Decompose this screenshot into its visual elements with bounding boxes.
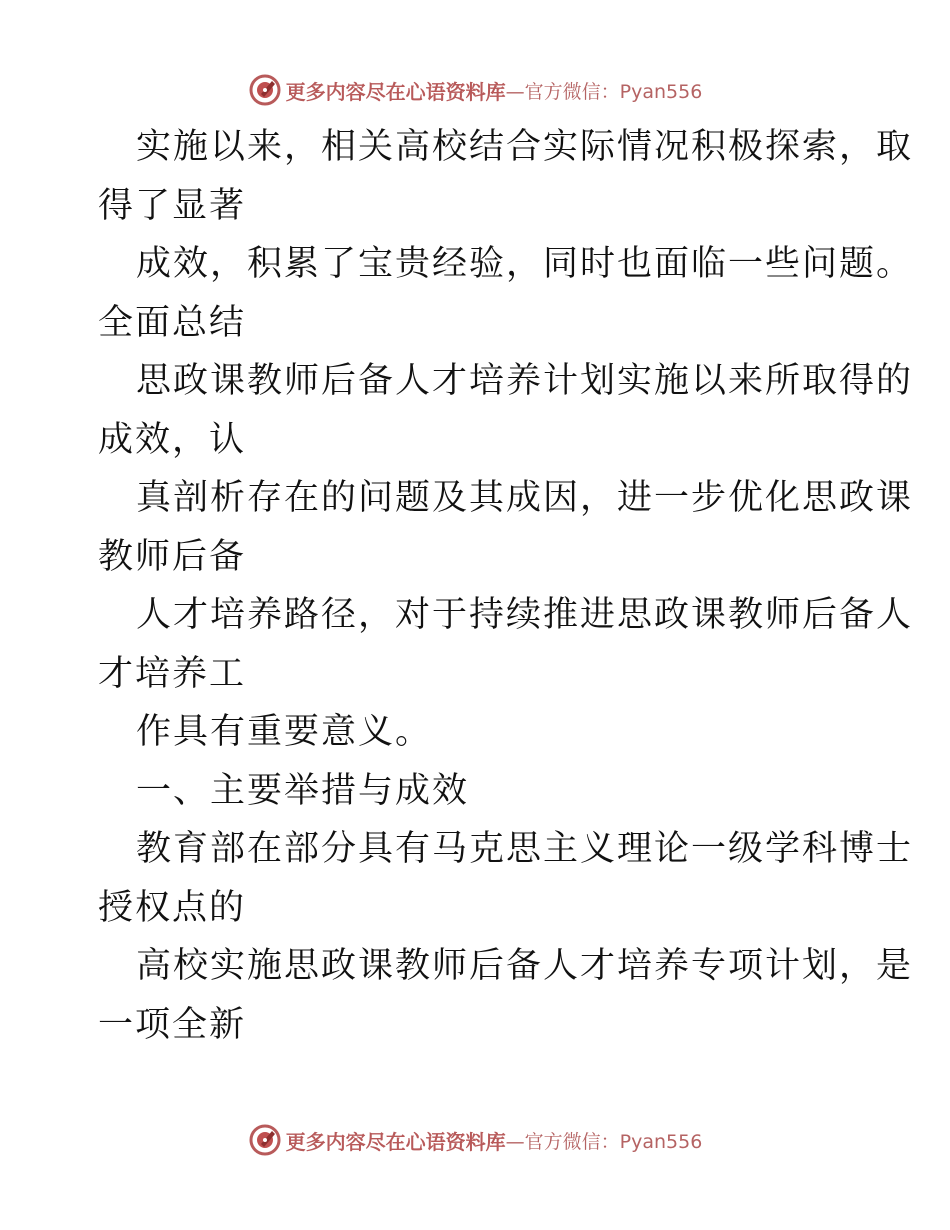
text-line: 一项全新: [98, 1004, 247, 1045]
text-line: 作具有重要意义。: [136, 712, 433, 752]
section-heading: 一、主要举措与成效: [136, 770, 470, 811]
text-line: 得了显著: [98, 185, 247, 226]
header-banner: [0, 70, 950, 110]
text-line: 人才培养路径，对于持续推进思政课教师后备人: [136, 595, 914, 635]
banner-title: 更多内容尽在心语资料库: [285, 1129, 506, 1154]
text-line: 真剖析存在的问题及其成因，进一步优化思政课: [136, 478, 914, 518]
banner-subtitle: —官方微信：Pyan556: [505, 1130, 703, 1153]
text-line: 实施以来，相关高校结合实际情况积极探索，取: [136, 127, 914, 167]
text-line: 成效，积累了宝贵经验，同时也面临一些问题。: [136, 244, 914, 284]
footer-banner: [0, 1120, 950, 1160]
document-body: [98, 118, 914, 1054]
text-line: 教师后备: [98, 536, 247, 577]
banner-subtitle: —官方微信：Pyan556: [505, 80, 703, 103]
pen-nib-logo-icon: [248, 73, 282, 107]
text-line: 授权点的: [98, 887, 247, 928]
text-line: 思政课教师后备人才培养计划实施以来所取得的: [136, 361, 914, 401]
text-line: 全面总结: [98, 302, 247, 343]
text-line: 高校实施思政课教师后备人才培养专项计划，是: [136, 946, 914, 986]
banner-title: 更多内容尽在心语资料库: [285, 79, 506, 104]
text-line: 才培养工: [98, 653, 247, 694]
text-line: 成效，认: [98, 419, 247, 460]
text-line: 教育部在部分具有马克思主义理论一级学科博士: [136, 829, 914, 869]
pen-nib-logo-icon: [248, 1123, 282, 1157]
